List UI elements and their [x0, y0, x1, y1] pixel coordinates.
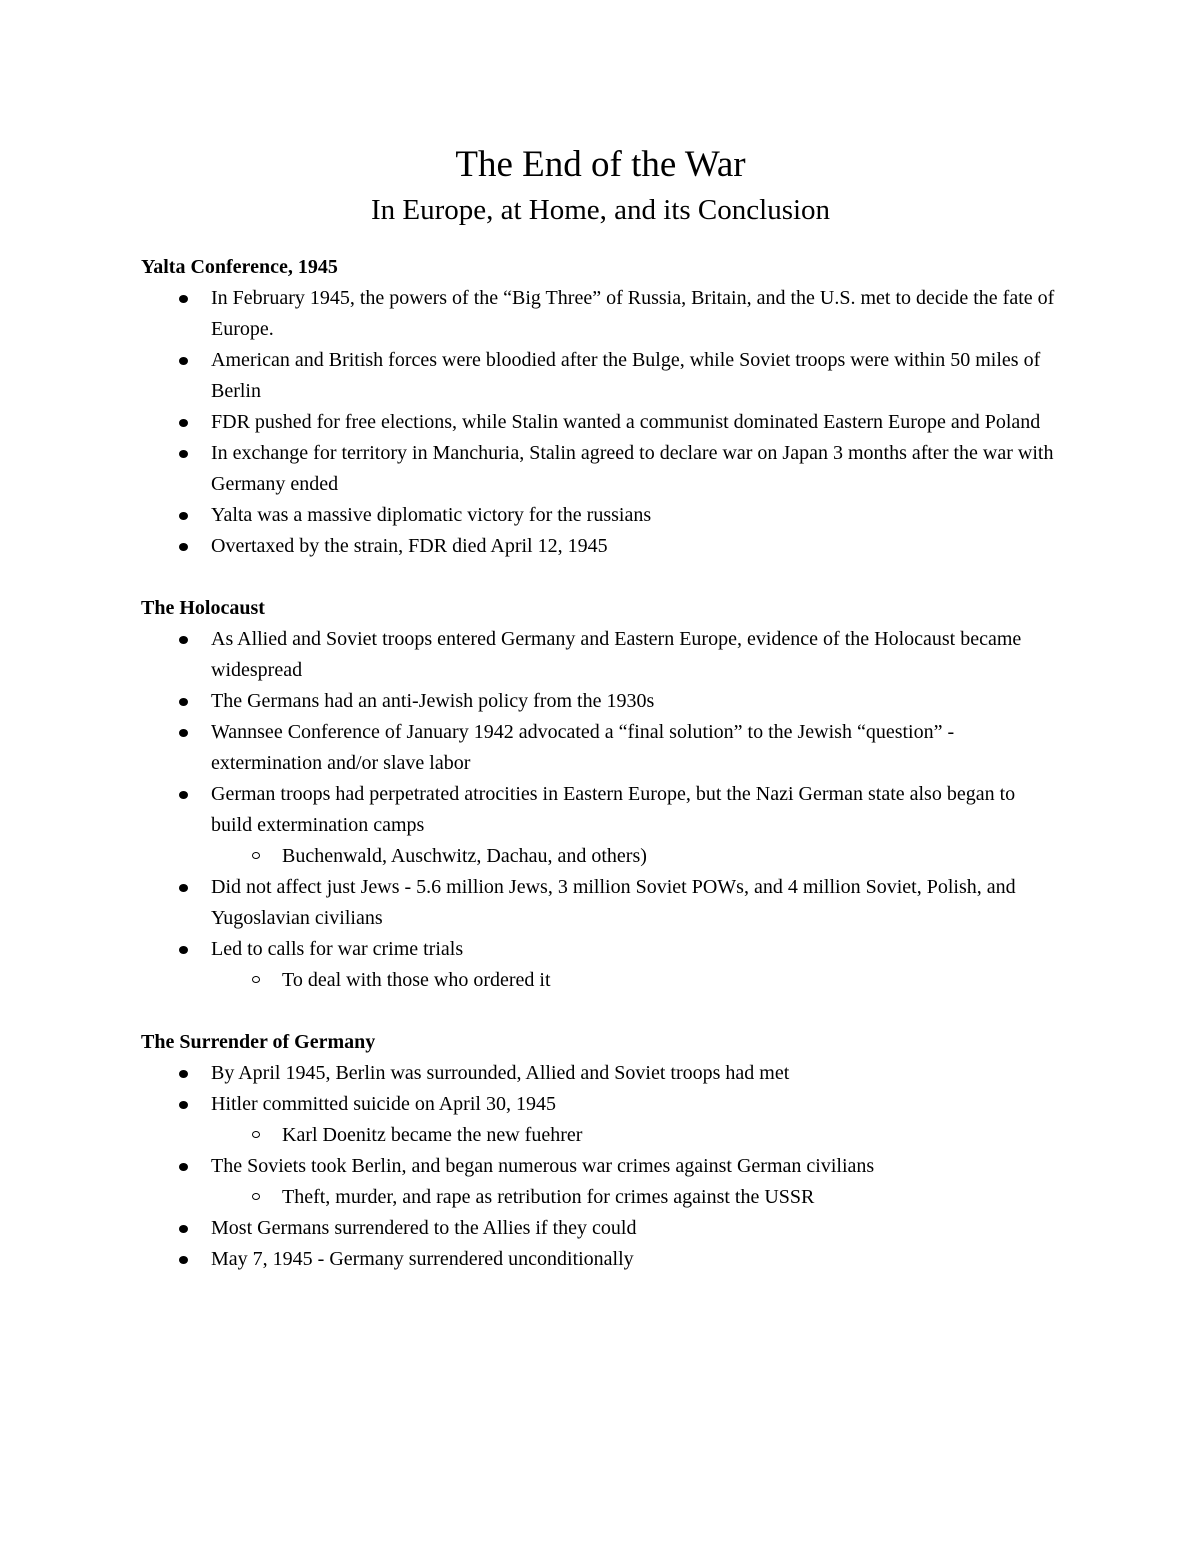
list-item: [141, 438, 1060, 500]
list-item: [141, 500, 1060, 531]
list-item: [141, 717, 1060, 779]
document-subtitle: In Europe, at Home, and its Conclusion: [370, 194, 831, 226]
section-heading: The Holocaust: [141, 597, 265, 619]
bullet-circle-icon: [252, 1131, 260, 1138]
section-yalta-conference: [141, 252, 1060, 562]
bullet-dot-icon: [179, 884, 188, 892]
bullet-dot-icon: [179, 1256, 188, 1264]
bullet-dot-icon: [179, 450, 188, 458]
list-item: [141, 779, 1060, 841]
list-item-text: Overtaxed by the strain, FDR died April 12, 1945: [211, 535, 608, 557]
bullet-dot-icon: [179, 1101, 188, 1109]
bullet-dot-icon: [179, 946, 188, 954]
list-item-text: The Germans had an anti-Jewish policy from the 1930s: [211, 690, 655, 712]
list-item: [141, 624, 1060, 686]
bullet-list: [141, 283, 1060, 562]
section-heading: Yalta Conference, 1945: [141, 256, 338, 278]
bullet-circle-icon: [252, 1193, 260, 1200]
sub-list-item: [141, 1120, 1060, 1151]
section-surrender-of-germany: [141, 1027, 1060, 1275]
list-item-text: Yalta was a massive diplomatic victory for the russians: [211, 504, 652, 526]
list-item: [141, 1151, 1060, 1182]
bullet-dot-icon: [179, 1163, 188, 1171]
list-item: [141, 1089, 1060, 1120]
list-item-text: As Allied and Soviet troops entered Germany and Eastern Europe, evidence of the Holocaust became widespread: [211, 628, 1022, 681]
bullet-list: [141, 1058, 1060, 1275]
list-item: [141, 1058, 1060, 1089]
sub-list-item-text: Theft, murder, and rape as retribution for crimes against the USSR: [282, 1186, 815, 1208]
list-item-text: Led to calls for war crime trials: [211, 938, 464, 960]
list-item-text: American and British forces were bloodied after the Bulge, while Soviet troops were within 50 miles of Berlin: [211, 349, 1041, 402]
bullet-dot-icon: [179, 729, 188, 737]
list-item: [141, 872, 1060, 934]
list-item-text: German troops had perpetrated atrocities in Eastern Europe, but the Nazi German state also began to build extermination camps: [211, 783, 1016, 836]
list-item-text: May 7, 1945 - Germany surrendered unconditionally: [211, 1248, 634, 1270]
list-item-text: FDR pushed for free elections, while Stalin wanted a communist dominated Eastern Europe and Poland: [211, 411, 1041, 433]
list-item: [141, 934, 1060, 965]
list-item: [141, 531, 1060, 562]
list-item: [141, 686, 1060, 717]
bullet-dot-icon: [179, 1225, 188, 1233]
sub-list-item-text: To deal with those who ordered it: [282, 969, 551, 991]
sub-list-item: [141, 841, 1060, 872]
list-item-text: In exchange for territory in Manchuria, Stalin agreed to declare war on Japan 3 months after the war with Germany ended: [211, 442, 1054, 495]
bullet-dot-icon: [179, 543, 188, 551]
list-item-text: Most Germans surrendered to the Allies if they could: [211, 1217, 637, 1239]
document-title: The End of the War: [455, 144, 746, 185]
list-item-text: By April 1945, Berlin was surrounded, Allied and Soviet troops had met: [211, 1062, 790, 1084]
bullet-dot-icon: [179, 1070, 188, 1078]
bullet-dot-icon: [179, 698, 188, 706]
bullet-circle-icon: [252, 852, 260, 859]
list-item-text: Hitler committed suicide on April 30, 1945: [211, 1093, 556, 1115]
bullet-dot-icon: [179, 295, 188, 303]
sub-list-item-text: Buchenwald, Auschwitz, Dachau, and others): [282, 845, 647, 867]
sub-list-item: [141, 965, 1060, 996]
list-item-text: Wannsee Conference of January 1942 advocated a “final solution” to the Jewish “question” - extermination and/or slave labor: [211, 721, 955, 774]
list-item-text: In February 1945, the powers of the “Big Three” of Russia, Britain, and the U.S. met to decide the fate of Europe.: [211, 287, 1055, 340]
bullet-dot-icon: [179, 512, 188, 520]
bullet-dot-icon: [179, 419, 188, 427]
section-heading: The Surrender of Germany: [141, 1031, 376, 1053]
list-item: [141, 1213, 1060, 1244]
bullet-dot-icon: [179, 357, 188, 365]
bullet-dot-icon: [179, 636, 188, 644]
sub-list-item: [141, 1182, 1060, 1213]
bullet-circle-icon: [252, 976, 260, 983]
bullet-dot-icon: [179, 791, 188, 799]
list-item-text: The Soviets took Berlin, and began numerous war crimes against German civilians: [211, 1155, 875, 1177]
sub-list-item-text: Karl Doenitz became the new fuehrer: [282, 1124, 583, 1146]
section-holocaust: [141, 593, 1060, 996]
bullet-list: [141, 624, 1060, 996]
list-item: [141, 407, 1060, 438]
list-item: [141, 283, 1060, 345]
list-item: [141, 345, 1060, 407]
list-item: [141, 1244, 1060, 1275]
list-item-text: Did not affect just Jews - 5.6 million Jews, 3 million Soviet POWs, and 4 million Soviet, Polish, and Yugoslavian civilians: [211, 876, 1016, 929]
